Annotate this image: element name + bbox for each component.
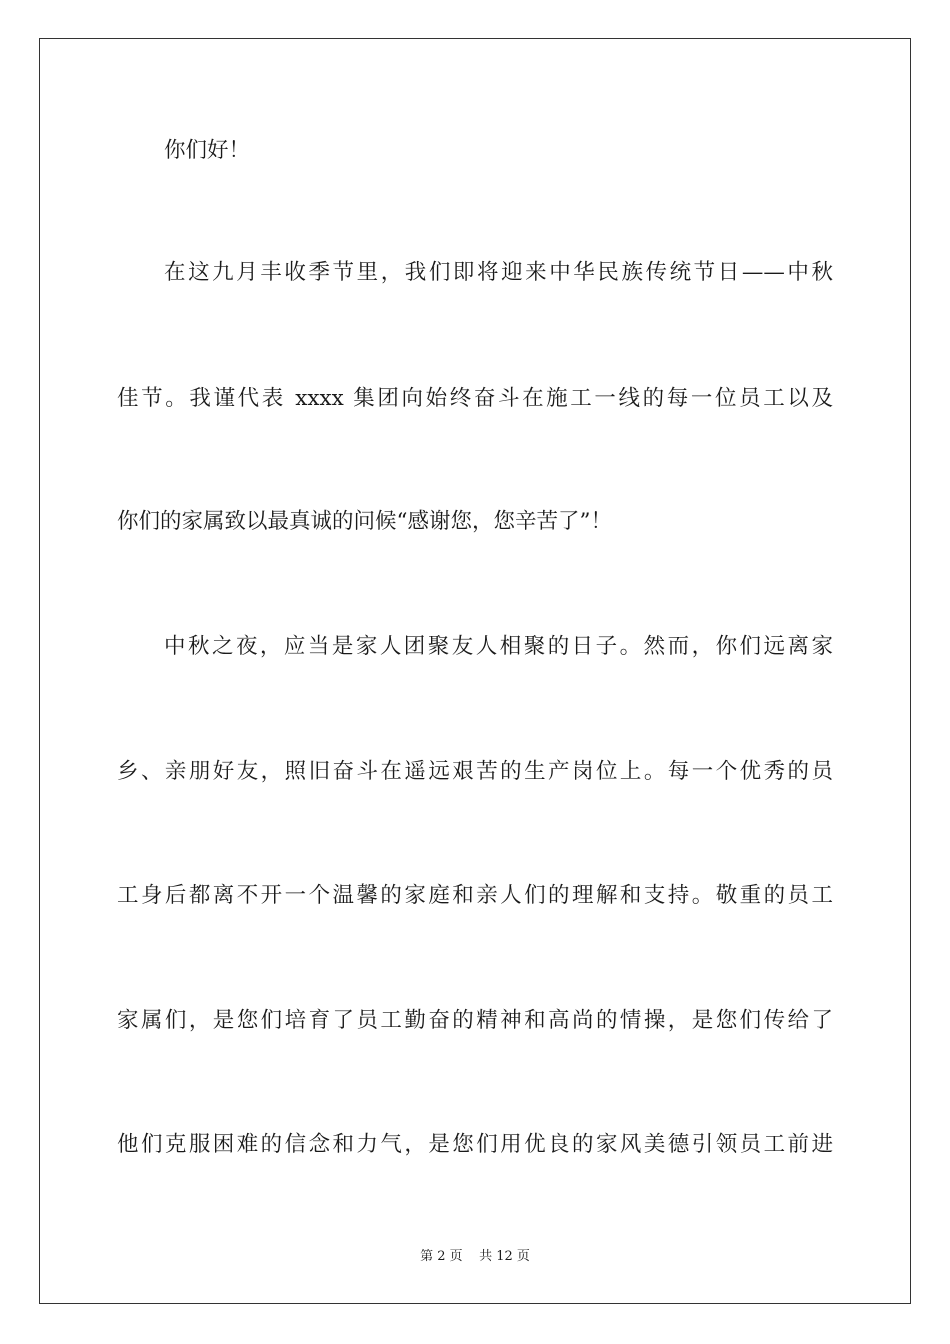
paragraph-2-line-3: 工身后都离不开一个温馨的家庭和亲人们的理解和支持。敬重的员工 (117, 883, 833, 908)
paragraph-2-line-2: 乡、亲朋好友，照旧奋斗在遥远艰苦的生产岗位上。每一个优秀的员 (117, 759, 833, 784)
page-number-footer: 第 2 页 共 12 页 (420, 1249, 530, 1264)
greeting-line: 你们好！ (164, 138, 251, 163)
page-border (39, 38, 911, 1304)
paragraph-2-line-5: 他们克服困难的信念和力气，是您们用优良的家风美德引领员工前进 (117, 1132, 833, 1157)
paragraph-1-line-3: 你们的家属致以最真诚的问候“感谢您，您辛苦了”！ (117, 509, 612, 534)
paragraph-1-line-2: 佳节。我谨代表 xxxx 集团向始终奋斗在施工一线的每一位员工以及 (117, 386, 833, 411)
paragraph-1-line-1: 在这九月丰收季节里，我们即将迎来中华民族传统节日——中秋 (164, 260, 833, 285)
paragraph-2-line-1: 中秋之夜，应当是家人团聚友人相聚的日子。然而，你们远离家 (164, 634, 833, 659)
paragraph-2-line-4: 家属们，是您们培育了员工勤奋的精神和高尚的情操，是您们传给了 (117, 1008, 833, 1033)
